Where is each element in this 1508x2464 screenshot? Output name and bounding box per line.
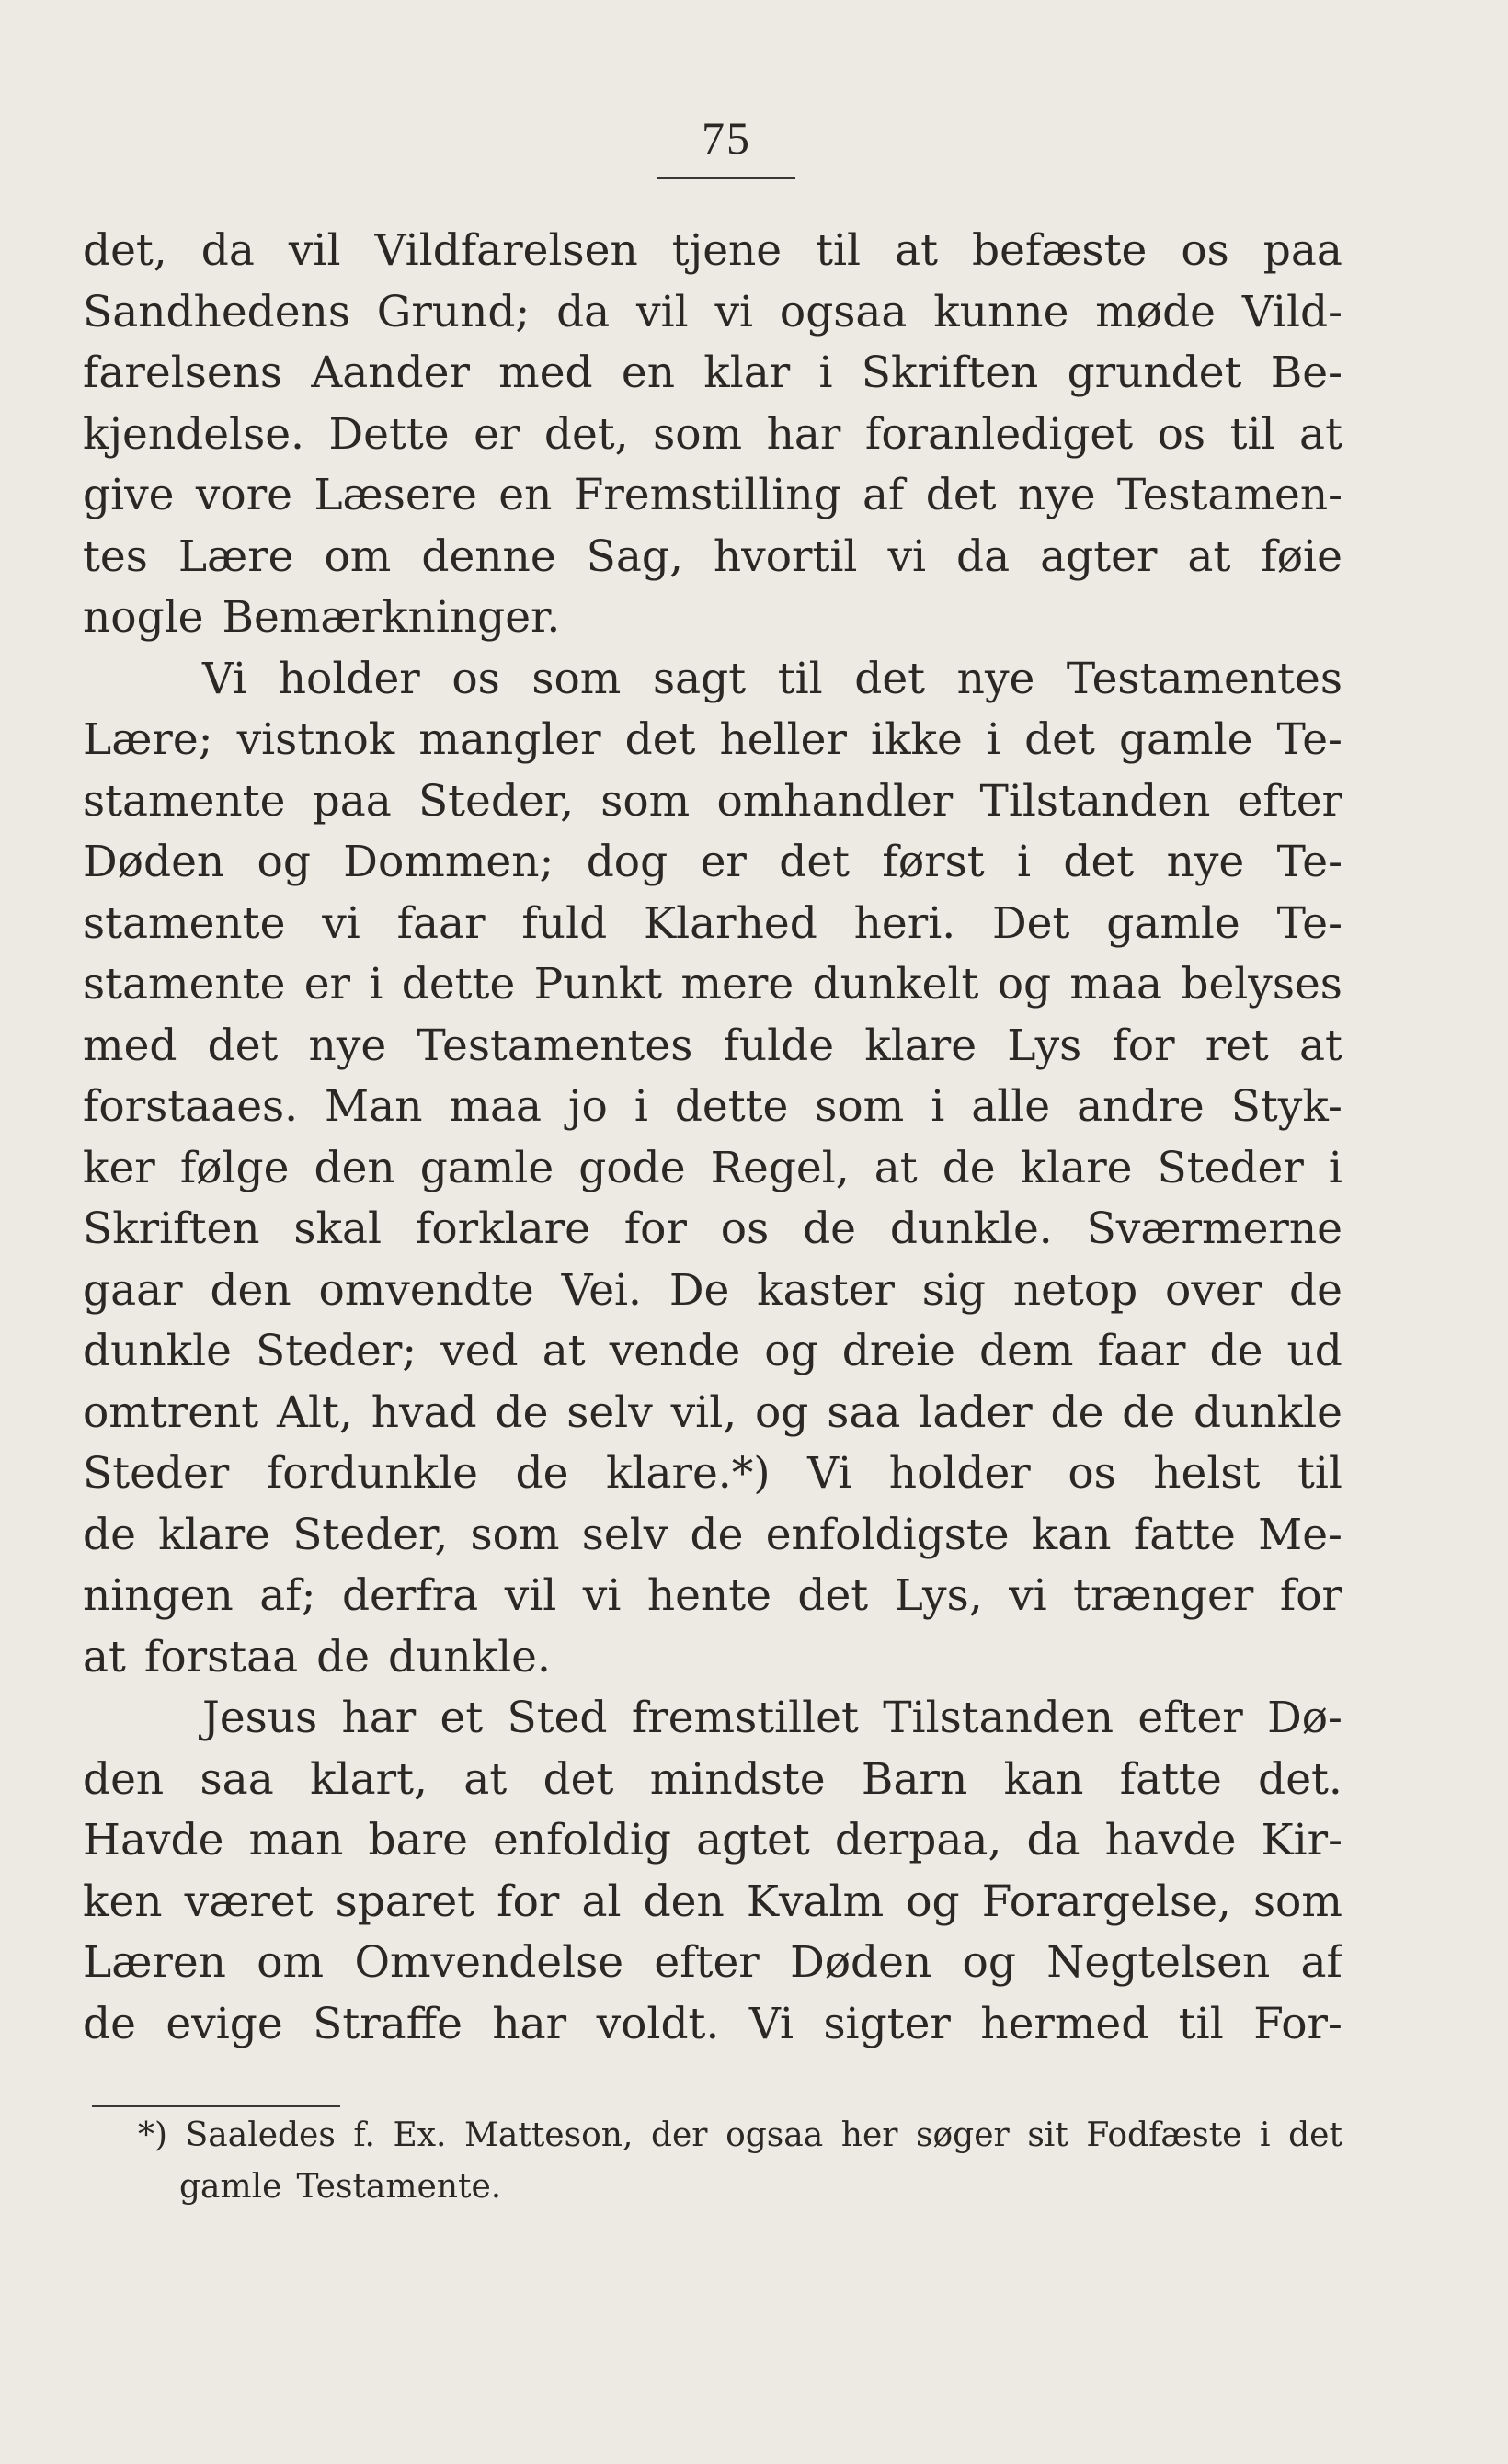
text-line: Læren om Omvendelse efter Døden og Negtelsen af bbox=[83, 1937, 1342, 1988]
footnote-rule bbox=[92, 2105, 340, 2107]
text-line: gaar den omvendte Vei. De kaster sig netop over de bbox=[83, 1264, 1342, 1316]
text-line: kjendelse. Dette er det, som har foranlediget os til at bbox=[83, 408, 1342, 460]
footnote-line: gamle Testamente. bbox=[179, 2168, 502, 2206]
text-line: at forstaa de dunkle. bbox=[83, 1631, 551, 1683]
header-rule bbox=[657, 177, 795, 179]
text-line: forstaaes. Man maa jo i dette som i alle andre Styk- bbox=[83, 1081, 1342, 1132]
text-line: omtrent Alt, hvad de selv vil, og saa lader de de dunkle bbox=[83, 1386, 1342, 1438]
text-line: give vore Læsere en Fremstilling af det nye Testamen- bbox=[83, 470, 1342, 520]
text-line: det, da vil Vildfarelsen tjene til at befæste os paa bbox=[83, 225, 1342, 276]
page-number: 75 bbox=[702, 112, 751, 164]
text-line: nogle Bemærkninger. bbox=[83, 592, 561, 643]
text-line: Jesus har et Sted fremstillet Tilstanden efter Dø- bbox=[202, 1693, 1342, 1743]
text-line: ken været sparet for al den Kvalm og Forargelse, som bbox=[83, 1876, 1342, 1927]
body-text bbox=[83, 221, 1342, 2055]
text-line: de evige Straffe har voldt. Vi sigter hermed til For- bbox=[83, 1998, 1342, 2049]
text-line: ker følge den gamle gode Regel, at de klare Steder i bbox=[83, 1142, 1342, 1193]
text-line: stamente vi faar fuld Klarhed heri. Det gamle Te- bbox=[83, 897, 1342, 949]
text-line: farelsens Aander med en klar i Skriften grundet Be- bbox=[83, 348, 1342, 398]
text-line: stamente paa Steder, som omhandler Tilstanden efter bbox=[83, 775, 1342, 827]
text-line: med det nye Testamentes fulde klare Lys for ret at bbox=[83, 1020, 1342, 1071]
text-line: den saa klart, at det mindste Barn kan fatte det. bbox=[83, 1753, 1342, 1805]
text-line: stamente er i dette Punkt mere dunkelt og maa belyses bbox=[83, 959, 1342, 1010]
text-line: Sandhedens Grund; da vil vi ogsaa kunne møde Vild- bbox=[83, 286, 1342, 337]
text-line: dunkle Steder; ved at vende og dreie dem faar de ud bbox=[83, 1326, 1342, 1376]
text-line: tes Lære om denne Sag, hvortil vi da agter at føie bbox=[83, 530, 1342, 582]
footnote bbox=[83, 2110, 1342, 2213]
text-line: Vi holder os som sagt til det nye Testamentes bbox=[202, 653, 1342, 704]
text-line: Døden og Dommen; dog er det først i det nye Te- bbox=[83, 837, 1342, 887]
text-line: de klare Steder, som selv de enfoldigste kan fatte Me- bbox=[83, 1509, 1342, 1560]
footnote-line: *) Saaledes f. Ex. Matteson, der ogsaa her søger sit Fodfæste i det bbox=[138, 2116, 1342, 2154]
text-line: Steder fordunkle de klare.*) Vi holder os helst til bbox=[83, 1448, 1342, 1499]
text-line: Havde man bare enfoldig agtet derpaa, da havde Kir- bbox=[83, 1815, 1342, 1865]
text-line: ningen af; derfra vil vi hente det Lys, vi trænger for bbox=[83, 1570, 1342, 1621]
text-line: Skriften skal forklare for os de dunkle. Sværmerne bbox=[83, 1203, 1342, 1254]
text-line: Lære; vistnok mangler det heller ikke i det gamle Te- bbox=[83, 714, 1342, 765]
